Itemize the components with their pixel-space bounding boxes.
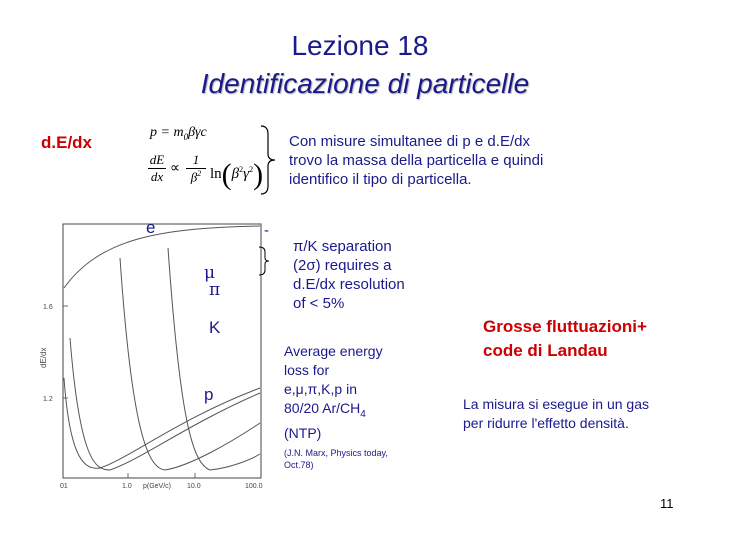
fluctuation-line-1: Grosse fluttuazioni+ (483, 317, 647, 336)
curve-pi (70, 338, 260, 470)
curve-label-K: K (209, 318, 221, 337)
plot-xtick-0: 01 (60, 483, 68, 490)
formula-one: 1 (192, 152, 200, 167)
separation-note (293, 237, 433, 313)
curve-mu (64, 378, 260, 468)
formula-ln: ln (210, 166, 222, 182)
dedx-vs-momentum-plot (40, 218, 275, 493)
formula-dx: dx (148, 168, 166, 185)
dedx-label: d.E/dx (41, 133, 93, 152)
curve-label-pi: π (209, 280, 221, 300)
separation-line-2: (2σ) requires a (293, 257, 392, 274)
energy-loss-note (284, 342, 434, 471)
plot-curves (64, 226, 260, 470)
formula-momentum-rhs: βγc (188, 125, 207, 140)
page-number: 11 (660, 496, 674, 511)
plot-xtick-3: 100.0 (245, 483, 263, 490)
formula-beta-denominator: β (190, 169, 198, 185)
plot-xlabel: p(GeV/c) (143, 483, 172, 490)
curve-e (64, 226, 260, 288)
slide-title: Lezione 18 (291, 30, 429, 61)
plot-xtick-1: 1.0 (122, 483, 132, 490)
plot-frame (63, 224, 261, 478)
energy-line-2: loss for (284, 362, 330, 378)
formula-proportional: ∝ (170, 161, 181, 176)
method-description: Con misure simultanee di p e d.E/dx trovo la massa della particella e quindi identifico il tipo di particella. (289, 133, 544, 188)
fluctuation-line-2: code di Landau (483, 341, 608, 360)
plot-xtick-2: 10.0 (187, 483, 201, 490)
citation: (J.N. Marx, Physics today, Oct.78) (284, 447, 388, 470)
gas-note: La misura si esegue in un gas per ridurre l'effetto densità. (463, 396, 649, 431)
energy-line-5: (NTP) (284, 424, 322, 441)
formula-mass-subscript: 0 (183, 131, 189, 142)
energy-line-3: e,μ,π,K,p in (284, 381, 357, 397)
curve-label-mu: μ (204, 263, 216, 283)
formula-beta-arg: β (231, 166, 240, 182)
fluctuation-note (483, 315, 647, 363)
plot-ytick-high: 1.6 (43, 304, 53, 311)
formula-dE: dE (149, 152, 165, 167)
slide-subtitle: Identificazione di particelle (200, 68, 530, 99)
curve-label-e: e (146, 218, 156, 237)
formula-momentum-lhs: p = m (150, 125, 184, 140)
plot-ylabel: dE/dx (39, 347, 48, 368)
formula-beta-exponent: 2 (197, 169, 202, 178)
curve-K (120, 258, 260, 470)
separation-line-4: of < 5% (293, 295, 345, 312)
energy-line-1: Average energy (284, 343, 383, 359)
mu-pi-brace-icon (256, 246, 270, 276)
separation-line-1: π/K separation (293, 238, 392, 255)
separation-line-3: d.E/dx resolution (293, 276, 405, 293)
formula-beta-arg-exponent: 2 (239, 165, 244, 174)
formula-brace-icon (258, 124, 278, 196)
plot-ytick-low: 1.2 (43, 396, 53, 403)
formula-gamma-exponent: 2 (249, 165, 254, 174)
formula-gamma: γ (243, 166, 250, 182)
energy-line-4-subscript: 4 (360, 408, 366, 420)
dash-mark: - (264, 222, 269, 239)
energy-line-4: 80/20 Ar/CH (284, 400, 361, 416)
curve-label-p: p (204, 385, 214, 404)
bethe-formula: $p = m_0\beta\gamma c$ dE dx ∝ 1 $\beta^2$ $\ln(\beta^2\gamma^2)$ (149, 125, 264, 191)
